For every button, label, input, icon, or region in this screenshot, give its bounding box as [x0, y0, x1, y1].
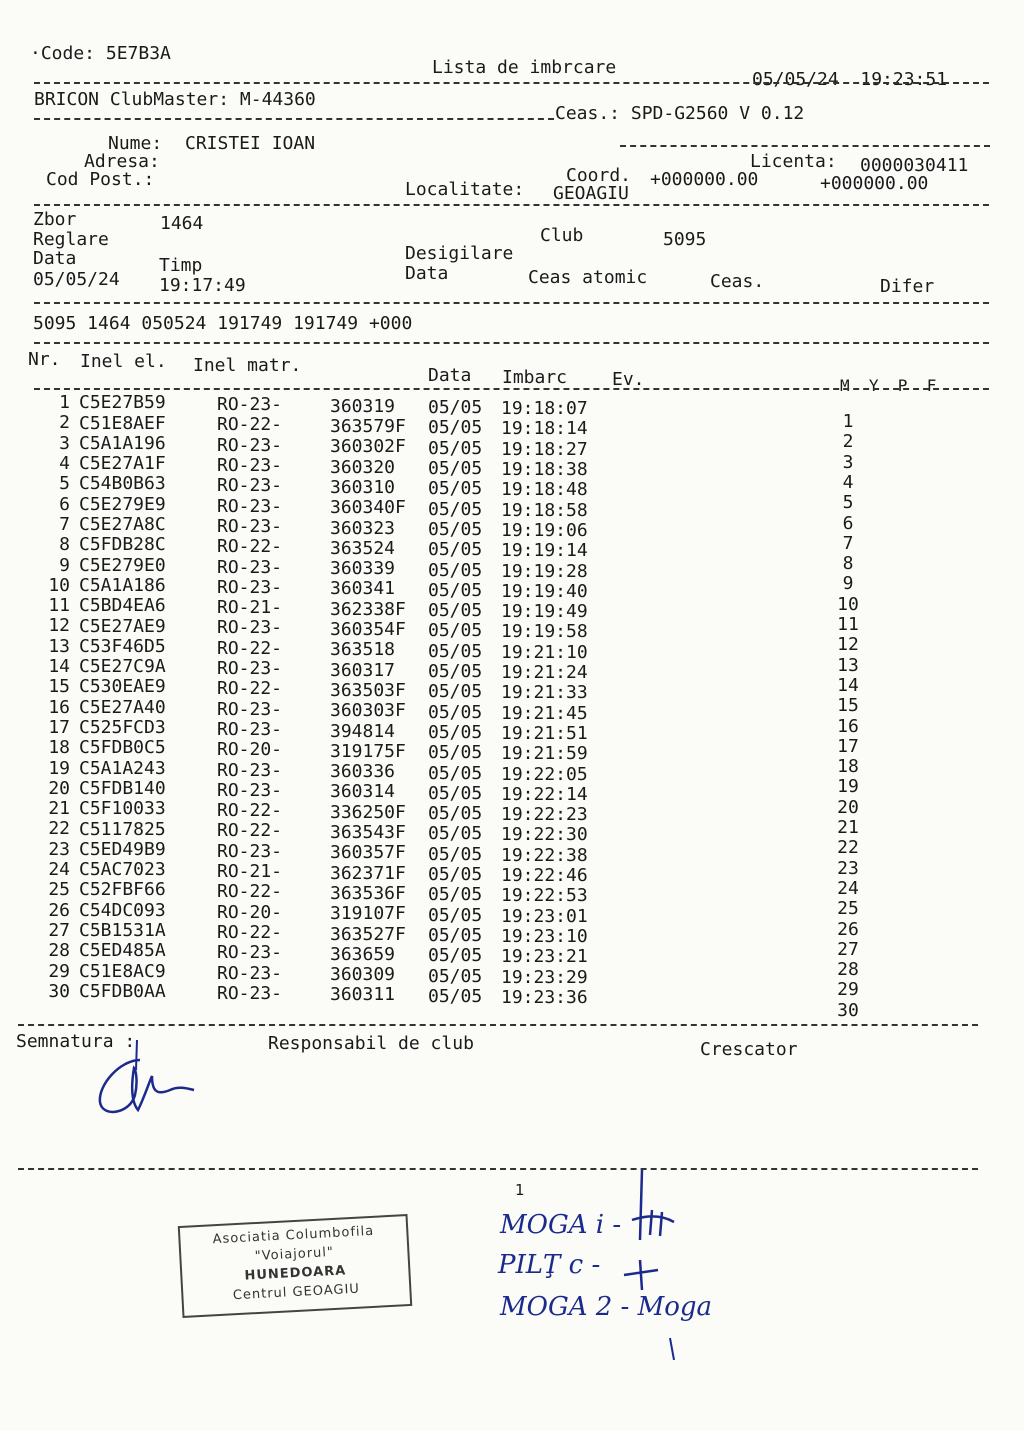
cell-ring: C5B1531A [79, 920, 166, 942]
stamp-line: "Voiajorul" [254, 1244, 335, 1265]
divider [18, 1168, 978, 1170]
handwritten-note: MOGA 2 - Moga [500, 1292, 713, 1322]
cell-ring: C5FDB140 [79, 777, 166, 799]
address-label: Adresa: [84, 151, 160, 172]
cell-date: 05/05 [428, 945, 483, 967]
breeder-label: Crescator [700, 1039, 798, 1060]
cell-time: 19:23:29 [501, 966, 588, 988]
cell-pre: RO-23- [217, 942, 283, 964]
cell-num: 394814 [330, 720, 396, 742]
cell-time: 19:22:14 [501, 783, 588, 805]
cell-m: 5 [842, 492, 854, 514]
cell-nr: 13 [48, 635, 70, 657]
cell-num: 363579F [330, 416, 406, 438]
cell-pre: RO-20- [217, 739, 283, 761]
cell-date: 05/05 [428, 518, 483, 540]
cell-ring: C5E279E9 [79, 493, 166, 515]
cell-m: 6 [842, 512, 854, 534]
cell-pre: RO-22- [217, 800, 283, 822]
cell-time: 19:19:14 [501, 540, 588, 562]
cell-date: 05/05 [428, 600, 483, 622]
cell-pre: RO-22- [217, 881, 283, 903]
cell-nr: 23 [48, 838, 70, 860]
cell-num: 360323 [330, 517, 396, 539]
cell-date: 05/05 [428, 640, 483, 662]
cell-time: 19:18:38 [501, 459, 588, 481]
cell-nr: 28 [48, 940, 70, 962]
cell-ring: C5A1A186 [79, 574, 166, 596]
cell-ring: C54B0B63 [79, 473, 166, 495]
handwritten-note: MOGA i - [500, 1210, 622, 1240]
cell-pre: RO-23- [217, 434, 283, 456]
cell-nr: 30 [48, 980, 70, 1002]
handwritten-signature [90, 1040, 210, 1120]
cell-m: 9 [842, 573, 854, 595]
flight-label: Zbor [33, 209, 77, 230]
cell-pre: RO-21- [217, 597, 283, 619]
cell-m: 13 [837, 654, 859, 676]
cell-m: 1 [842, 411, 854, 433]
cell-pre: RO-23- [217, 617, 283, 639]
cell-time: 19:18:07 [501, 398, 588, 420]
cell-m: 10 [837, 593, 859, 615]
cell-num: 360314 [330, 781, 396, 803]
cell-nr: 6 [59, 493, 70, 515]
cell-date: 05/05 [428, 437, 483, 459]
cell-m: 25 [837, 898, 859, 920]
cell-time: 19:19:49 [501, 601, 588, 623]
cell-time: 19:23:10 [501, 925, 588, 947]
cell-time: 19:21:45 [501, 702, 588, 724]
cell-time: 19:21:10 [501, 641, 588, 663]
cell-m: 26 [837, 918, 859, 940]
license-label: Licenta: [750, 151, 837, 172]
cell-nr: 7 [59, 513, 70, 535]
flight-summary: 5095 1464 050524 191749 191749 +000 [33, 313, 413, 334]
cell-time: 19:18:27 [501, 438, 588, 460]
cell-nr: 27 [48, 919, 70, 941]
cell-date: 05/05 [428, 498, 483, 520]
cell-m: 8 [842, 553, 854, 575]
cell-ring: C5A1A196 [79, 432, 166, 454]
page-number: 1 [515, 1181, 525, 1199]
cell-nr: 17 [48, 716, 70, 738]
stamp-line: Centrul GEOAGIU [232, 1281, 361, 1304]
cell-nr: 16 [48, 696, 70, 718]
cell-nr: 26 [48, 899, 70, 921]
cell-m: 30 [837, 999, 859, 1021]
cell-ring: C5FDB28C [79, 534, 166, 556]
cell-date: 05/05 [428, 904, 483, 926]
divider [34, 388, 989, 390]
cell-date: 05/05 [428, 721, 483, 743]
cell-time: 19:23:21 [501, 946, 588, 968]
cell-nr: 11 [48, 595, 70, 617]
coord-x: +000000.00 [650, 169, 759, 190]
cell-ring: C51E8AC9 [79, 960, 166, 982]
cell-m: 17 [837, 735, 859, 757]
cell-nr: 9 [59, 554, 70, 576]
cell-num: 360309 [330, 964, 396, 986]
cell-m: 12 [837, 634, 859, 656]
print-datetime: 05/05/24 19:23:51 [752, 69, 948, 90]
cell-pre: RO-23- [217, 658, 283, 680]
license-number: 0000030411 [860, 155, 969, 176]
cell-m: 21 [837, 817, 859, 839]
stamp-line: HUNEDOARA [244, 1263, 347, 1284]
cell-nr: 14 [48, 656, 70, 678]
cell-ring: C5E27A40 [79, 696, 166, 718]
divider [620, 145, 990, 147]
cell-time: 19:22:38 [501, 844, 588, 866]
cell-nr: 1 [59, 392, 70, 414]
cell-nr: 24 [48, 859, 70, 881]
cell-date: 05/05 [428, 782, 483, 804]
unseal-date-label: Data [405, 263, 449, 284]
time-label: Timp [159, 255, 203, 276]
cell-nr: 3 [59, 432, 70, 454]
cell-ring: C5E27B59 [79, 392, 166, 414]
cell-date: 05/05 [428, 620, 483, 642]
cell-date: 05/05 [428, 458, 483, 480]
cell-date: 05/05 [428, 701, 483, 723]
cell-m: 23 [837, 857, 859, 879]
cell-time: 19:22:05 [501, 763, 588, 785]
code-label: ·Code: 5E7B3A [30, 43, 171, 64]
cell-pre: RO-23- [217, 455, 283, 477]
cell-pre: RO-23- [217, 718, 283, 740]
cell-ring: C5E27C9A [79, 656, 166, 678]
cell-num: 319175F [330, 740, 406, 762]
cell-date: 05/05 [428, 762, 483, 784]
table-row [0, 980, 1024, 1021]
coord-label: Coord. [566, 165, 632, 186]
date-label: Data [33, 248, 77, 269]
club-number: 5095 [663, 229, 707, 250]
flight-number: 1464 [160, 213, 204, 234]
cell-nr: 10 [48, 574, 70, 596]
cell-pre: RO-22- [217, 414, 283, 436]
cell-pre: RO-23- [217, 495, 283, 517]
cell-ring: C5A1A243 [79, 757, 166, 779]
cell-pre: RO-23- [217, 840, 283, 862]
cell-num: 363518 [330, 639, 396, 661]
handwritten-initials [612, 1160, 692, 1360]
col-matr: Inel matr. [193, 355, 302, 376]
cell-date: 05/05 [428, 884, 483, 906]
cell-date: 05/05 [428, 742, 483, 764]
cell-date: 05/05 [428, 661, 483, 683]
cell-num: 319107F [330, 903, 406, 925]
divider [34, 342, 989, 344]
cell-m: 4 [842, 471, 854, 493]
cell-ring: C5F10033 [79, 798, 166, 820]
cell-nr: 19 [48, 757, 70, 779]
cell-pre: RO-23- [217, 698, 283, 720]
clock-label: Ceas. [710, 271, 765, 292]
postal-label: Cod Post.: [46, 169, 155, 190]
cell-num: 360357F [330, 842, 406, 864]
coord-y: +000000.00 [820, 173, 929, 194]
cell-ring: C51E8AEF [79, 412, 166, 434]
cell-ring: C52FBF66 [79, 879, 166, 901]
setting-label: Reglare [33, 229, 109, 250]
cell-m: 3 [842, 451, 854, 473]
cell-m: 19 [837, 776, 859, 798]
col-boarding: Imbarc [502, 367, 568, 388]
cell-ring: C5BD4EA6 [79, 595, 166, 617]
cell-time: 19:19:28 [501, 560, 588, 582]
cell-num: 363543F [330, 822, 406, 844]
locality: GEOAGIU [553, 183, 629, 204]
cell-m: 15 [837, 695, 859, 717]
flight-date: 05/05/24 [33, 269, 120, 290]
cell-time: 19:22:46 [501, 865, 588, 887]
cell-pre: RO-22- [217, 678, 283, 700]
col-ev: Ev. [612, 369, 645, 390]
cell-m: 28 [837, 959, 859, 981]
cell-ring: C5FDB0AA [79, 980, 166, 1002]
cell-nr: 21 [48, 798, 70, 820]
cell-num: 360354F [330, 619, 406, 641]
divider [34, 118, 554, 120]
cell-num: 360303F [330, 700, 406, 722]
cell-date: 05/05 [428, 843, 483, 865]
document-title: Lista de imbrcare [432, 57, 617, 78]
atomic-clock-label: Ceas atomic [528, 267, 648, 288]
cell-num: 360302F [330, 436, 406, 458]
cell-num: 360336 [330, 761, 396, 783]
cell-m: 24 [837, 877, 859, 899]
cell-time: 19:22:30 [501, 824, 588, 846]
cell-date: 05/05 [428, 803, 483, 825]
cell-num: 363503F [330, 679, 406, 701]
cell-date: 05/05 [428, 397, 483, 419]
col-nr: Nr. [28, 349, 61, 370]
cell-pre: RO-23- [217, 475, 283, 497]
cell-num: 360319 [330, 395, 396, 417]
handwritten-note: PILŢ c - [498, 1250, 601, 1280]
cell-date: 05/05 [428, 579, 483, 601]
locality-label: Localitate: [405, 179, 525, 200]
divider [34, 82, 989, 84]
cell-nr: 20 [48, 777, 70, 799]
club-label: Club [540, 225, 584, 246]
cell-nr: 2 [59, 412, 70, 434]
cell-num: 362338F [330, 598, 406, 620]
cell-date: 05/05 [428, 559, 483, 581]
signature-label: Semnatura : [16, 1031, 136, 1052]
clock-model: Ceas.: SPD-G2560 V 0.12 [555, 103, 805, 124]
cell-ring: C5ED485A [79, 940, 166, 962]
cell-num: 362371F [330, 862, 406, 884]
cell-num: 360341 [330, 578, 396, 600]
cell-pre: RO-23- [217, 962, 283, 984]
cell-ring: C5ED49B9 [79, 838, 166, 860]
cell-time: 19:22:23 [501, 804, 588, 826]
cell-ring: C5E27A1F [79, 453, 166, 475]
cell-nr: 12 [48, 615, 70, 637]
divider [34, 302, 989, 304]
cell-date: 05/05 [428, 965, 483, 987]
cell-m: 11 [837, 614, 859, 636]
cell-date: 05/05 [428, 823, 483, 845]
cell-date: 05/05 [428, 985, 483, 1007]
cell-ring: C530EAE9 [79, 676, 166, 698]
cell-m: 29 [837, 979, 859, 1001]
cell-time: 19:19:06 [501, 519, 588, 541]
cell-num: 360340F [330, 497, 406, 519]
cell-nr: 5 [59, 473, 70, 495]
cell-ring: C5AC7023 [79, 859, 166, 881]
col-date: Data [428, 365, 472, 386]
unseal-label: Desigilare [405, 243, 514, 264]
owner-name: CRISTEI IOAN [185, 133, 316, 154]
cell-num: 363524 [330, 537, 396, 559]
cell-num: 360310 [330, 476, 396, 498]
cell-pre: RO-20- [217, 901, 283, 923]
club-responsible-label: Responsabil de club [268, 1033, 474, 1054]
cell-num: 360320 [330, 456, 396, 478]
cell-pre: RO-23- [217, 779, 283, 801]
cell-pre: RO-22- [217, 921, 283, 943]
cell-m: 7 [842, 532, 854, 554]
cell-time: 19:23:01 [501, 905, 588, 927]
cell-ring: C5117825 [79, 818, 166, 840]
cell-m: 2 [842, 431, 854, 453]
cell-ring: C54DC093 [79, 899, 166, 921]
cell-time: 19:23:36 [501, 986, 588, 1008]
cell-pre: RO-23- [217, 556, 283, 578]
cell-num: 363659 [330, 943, 396, 965]
cell-nr: 25 [48, 879, 70, 901]
cell-pre: RO-23- [217, 394, 283, 416]
cell-time: 19:21:59 [501, 743, 588, 765]
cell-pre: RO-23- [217, 982, 283, 1004]
cell-ring: C5E279E0 [79, 554, 166, 576]
cell-time: 19:18:58 [501, 499, 588, 521]
cell-time: 19:19:58 [501, 621, 588, 643]
cell-num: 360317 [330, 659, 396, 681]
name-label: Nume: [108, 133, 163, 154]
cell-date: 05/05 [428, 478, 483, 500]
difference-label: Difer [880, 276, 935, 297]
cell-pre: RO-22- [217, 820, 283, 842]
cell-ring: C5E27A8C [79, 514, 166, 536]
cell-pre: RO-22- [217, 637, 283, 659]
cell-m: 20 [837, 796, 859, 818]
cell-nr: 8 [59, 534, 70, 556]
cell-date: 05/05 [428, 924, 483, 946]
cell-date: 05/05 [428, 539, 483, 561]
cell-nr: 18 [48, 737, 70, 759]
cell-m: 27 [837, 938, 859, 960]
cell-pre: RO-22- [217, 536, 283, 558]
cell-nr: 29 [48, 960, 70, 982]
divider [34, 204, 989, 206]
cell-m: 22 [837, 837, 859, 859]
cell-time: 19:22:53 [501, 885, 588, 907]
cell-num: 360339 [330, 558, 396, 580]
col-flags: M Y P F [840, 376, 937, 395]
cell-num: 363527F [330, 923, 406, 945]
cell-m: 16 [837, 715, 859, 737]
cell-pre: RO-21- [217, 861, 283, 883]
cell-nr: 4 [59, 453, 70, 475]
cell-date: 05/05 [428, 417, 483, 439]
cell-ring: C5FDB0C5 [79, 737, 166, 759]
cell-time: 19:21:51 [501, 722, 588, 744]
cell-date: 05/05 [428, 681, 483, 703]
cell-time: 19:21:24 [501, 662, 588, 684]
cell-ring: C53F46D5 [79, 635, 166, 657]
cell-num: 363536F [330, 882, 406, 904]
cell-time: 19:21:33 [501, 682, 588, 704]
cell-ring: C5E27AE9 [79, 615, 166, 637]
cell-time: 19:19:40 [501, 580, 588, 602]
cell-num: 360311 [330, 984, 396, 1006]
cell-pre: RO-23- [217, 515, 283, 537]
cell-time: 19:18:48 [501, 479, 588, 501]
cell-m: 14 [837, 674, 859, 696]
cell-nr: 15 [48, 676, 70, 698]
cell-num: 336250F [330, 801, 406, 823]
association-stamp [178, 1214, 412, 1318]
cell-pre: RO-23- [217, 576, 283, 598]
device-label: BRICON ClubMaster: M-44360 [34, 89, 316, 110]
divider [18, 1024, 978, 1026]
cell-date: 05/05 [428, 864, 483, 886]
stamp-line: Asociatia Columbofila [212, 1223, 375, 1248]
cell-nr: 22 [48, 818, 70, 840]
cell-m: 18 [837, 756, 859, 778]
cell-time: 19:18:14 [501, 418, 588, 440]
cell-pre: RO-23- [217, 759, 283, 781]
cell-ring: C525FCD3 [79, 717, 166, 739]
flight-time: 19:17:49 [159, 275, 246, 296]
col-ring: Inel el. [80, 351, 167, 372]
